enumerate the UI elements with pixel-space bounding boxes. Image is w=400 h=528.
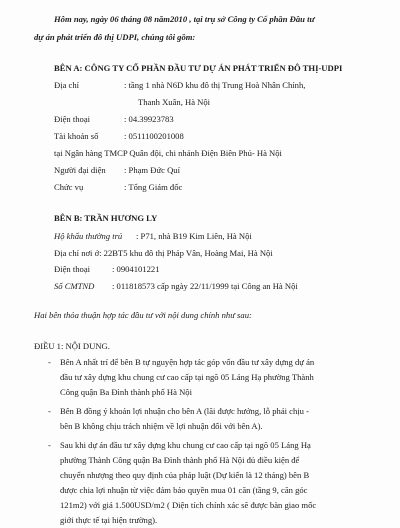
party-a-account-label: Tài khoản số (54, 131, 99, 141)
party-b-id-label: Số CMTND (54, 281, 95, 291)
party-a-rep-value: : Phạm Đức Quí (124, 165, 180, 175)
party-b-id-value: : 011818573 cấp ngày 22/11/1999 tại Công an Hà Nội (112, 281, 298, 291)
list-item-line: Công quận Ba Đình thành phố Hà Nội (60, 387, 192, 397)
list-item-line: được chia lợi nhuận từ việc đảm bảo quyền mua 01 căn (tầng 9, căn góc (60, 485, 308, 495)
party-b-phone-value: : 0904101221 (112, 264, 160, 274)
party-a-account-value: : 0511100201008 (124, 131, 184, 141)
article-1-heading: ĐIỀU 1: NỘI DUNG. (34, 341, 110, 351)
party-a-bank: tại Ngân hàng TMCP Quân đội, chi nhánh Điện Biên Phủ- Hà Nội (54, 148, 282, 158)
party-a-title-value: : Tổng Giám đốc (124, 182, 183, 192)
party-a-address-line-2: Thanh Xuân, Hà Nội (138, 97, 211, 107)
party-b-residence-value: : P71, nhà B19 Kim Liên, Hà Nội (136, 231, 252, 241)
agreement-line: Hai bên thỏa thuận hợp tác đầu tư với nội dung chính như sau: (34, 310, 252, 320)
party-a-address-value: : tầng 1 nhà N6D khu đô thị Trung Hoà Nhân Chính, (124, 80, 306, 90)
list-item-line: Sau khi dự án đầu tư xây dựng khu chung cư cao cấp tại ngõ 05 Láng Hạ (60, 440, 311, 450)
list-item-line: đầu tư xây dựng khu chung cư cao cấp tại ngõ 05 Láng Hạ phường Thành (60, 372, 314, 382)
party-a-address-label: Địa chỉ (54, 80, 80, 90)
bullet-marker: - (48, 357, 51, 367)
intro-line-1: Hôm nay, ngày 06 tháng 08 năm2010 , tại trụ sở Công ty Cổ phần Đầu tư (54, 14, 315, 24)
party-b-current-address: Địa chỉ nơi ở: 22BT5 khu đô thị Pháp Vân, Hoàng Mai, Hà Nội (54, 248, 273, 258)
list-item-line: giới thực tế tại hiện trường). (60, 515, 158, 525)
party-a-rep-label: Người đại diện (54, 165, 106, 175)
list-item-line: Bên B đồng ý khoản lợi nhuận cho bên A (lãi được hưởng, lỗ phải chịu - (60, 406, 309, 416)
list-item-line: chuyển nhượng theo quy định của pháp luật (Dự kiến là 12 tháng) bên B (60, 470, 310, 480)
party-a-phone-value: : 04.39923783 (124, 114, 174, 124)
list-item-line: phường Thành Công quận Ba Đình thành phố Hà Nội đủ điều kiện để (60, 455, 300, 465)
party-b-residence-label: Hộ khẩu thường trú (54, 231, 123, 241)
party-b-phone-label: Điện thoại (54, 264, 91, 274)
party-b-heading: BÊN B: TRẦN HƯƠNG LY (54, 213, 158, 223)
list-item-line: 121m2) với giá 1.500USD/m2 ( Diện tích chính xác sẽ được bàn giao mốc (60, 500, 317, 510)
party-a-title-label: Chức vụ (54, 182, 84, 192)
bullet-marker: - (48, 440, 51, 450)
list-item-line: bên B không chịu trách nhiệm về lợi nhuận đối với bên A). (60, 421, 263, 431)
party-a-phone-label: Điện thoại (54, 114, 91, 124)
list-item-line: Bên A nhất trí để bên B tự nguyện hợp tác góp vốn đầu tư xây dựng dự án (60, 357, 315, 367)
party-a-heading: BÊN A: CÔNG TY CỔ PHẦN ĐẦU TƯ DỰ ÁN PHÁT TRIỂN ĐÔ THỊ-UDPI (54, 63, 343, 73)
intro-line-2: dự án phát triển đô thị UDPI, chúng tôi gồm: (34, 32, 196, 42)
bullet-marker: - (48, 406, 51, 416)
